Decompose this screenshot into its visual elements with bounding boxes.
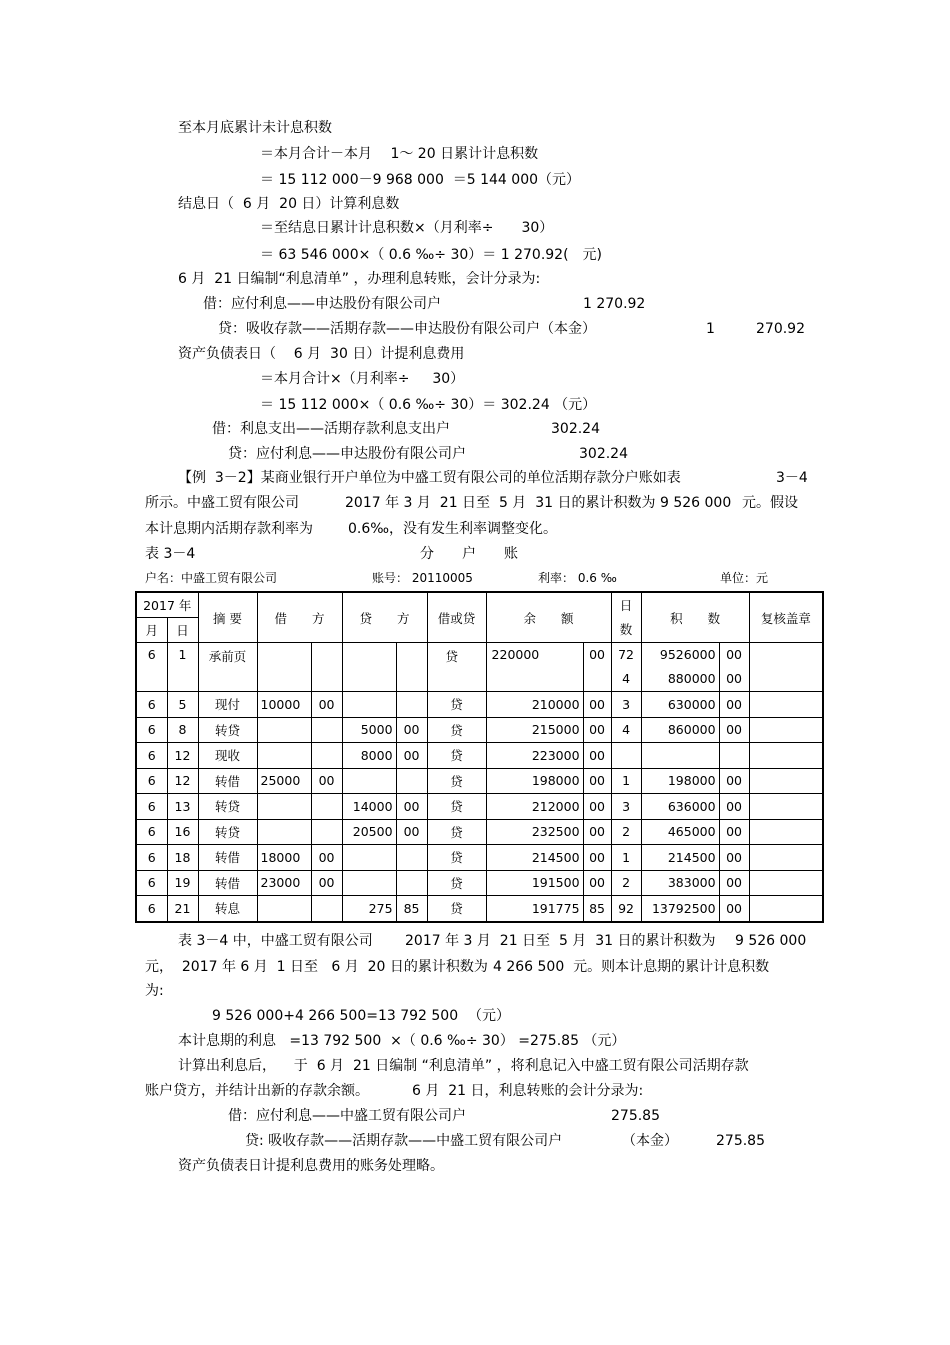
- cell-product-cents: [719, 743, 749, 769]
- cell-credit: [342, 768, 396, 794]
- table-row: [136, 717, 823, 743]
- cell-balance: 232500: [486, 819, 583, 845]
- example-line-3b: 0.6‰，没有发生利率调整变化。: [348, 521, 558, 537]
- cell-check: [749, 692, 823, 718]
- cell-balance-cents: 85: [583, 896, 611, 922]
- table-row: [136, 819, 823, 845]
- cell-debit-cents: [311, 643, 342, 692]
- cell-debit: 18000: [257, 845, 311, 871]
- cell-credit: 5000: [342, 717, 396, 743]
- cell-product: 198000: [641, 768, 719, 794]
- example-line-1-ref: 3－4: [776, 470, 808, 486]
- header-debit: 借 方: [257, 592, 342, 643]
- table-title: 分 户 账: [420, 546, 518, 562]
- example-line-2d: 元。假设: [742, 495, 798, 511]
- cell-product: [641, 743, 719, 769]
- cell-summary: 现收: [198, 743, 257, 769]
- cell-debit: 25000: [257, 768, 311, 794]
- cell-debit: [257, 743, 311, 769]
- cell-credit-cents: [396, 870, 427, 896]
- journal-credit-1-amount-a: 1: [706, 321, 715, 337]
- cell-check: [749, 819, 823, 845]
- cell-product: 214500: [641, 845, 719, 871]
- cell-check: [749, 845, 823, 871]
- cell-credit-cents: [396, 643, 427, 692]
- cell-balance-cents: 00: [583, 692, 611, 718]
- table-row: [136, 896, 823, 922]
- after-line-1c: 9 526 000: [735, 933, 807, 949]
- journal-debit-2-amount: 302.24: [551, 421, 600, 437]
- after-line-2b: 4 266 500 元。则本计息期的累计计息积数: [493, 959, 770, 975]
- table-label: 表 3－4: [145, 546, 196, 562]
- cell-days: 2: [611, 819, 641, 845]
- cell-days-2: 4: [622, 671, 631, 686]
- cell-day: 16: [167, 819, 198, 845]
- text-line-4: 结息日（ 6 月 20 日）计算利息数: [178, 196, 400, 212]
- cell-credit-cents: [396, 768, 427, 794]
- journal-debit-3-amount: 275.85: [611, 1108, 660, 1124]
- cell-days: 4: [611, 717, 641, 743]
- text-line-11: ＝本月合计×（月利率÷ 30）: [260, 371, 465, 387]
- cell-days: 3: [611, 794, 641, 820]
- journal-debit-3: 借：应付利息——中盛工贸有限公司户: [228, 1108, 466, 1124]
- header-product: 积 数: [641, 592, 749, 643]
- text-line-6: ＝ 63 546 000×（ 0.6 ‰÷ 30）＝ 1 270.92( 元): [260, 247, 603, 263]
- cell-day: 21: [167, 896, 198, 922]
- example-line-3a: 本计息期内活期存款利率为: [145, 521, 313, 537]
- cell-days: 1: [611, 845, 641, 871]
- account-number: 账号： 20110005: [372, 571, 473, 585]
- cell-dc: 贷: [427, 845, 486, 871]
- header-check-seal: 复核盖章: [749, 592, 823, 643]
- cell-debit: [257, 794, 311, 820]
- cell-credit: [342, 692, 396, 718]
- cell-balance: 223000: [486, 743, 583, 769]
- cell-dc: 贷: [427, 896, 486, 922]
- cell-credit-cents: [396, 845, 427, 871]
- text-line-1: 至本月底累计未计息积数: [178, 120, 332, 136]
- text-line-10: 资产负债表日（ 6 月 30 日）计提利息费用: [178, 346, 465, 362]
- cell-day: 1: [167, 643, 198, 692]
- cell-summary: 承前页: [198, 643, 257, 692]
- cell-product-cents: 00: [719, 717, 749, 743]
- cell-debit: [257, 896, 311, 922]
- cell-check: [749, 896, 823, 922]
- cell-product-cents: 00: [719, 692, 749, 718]
- cell-balance: 210000: [486, 692, 583, 718]
- cell-balance-cents: 00: [583, 743, 611, 769]
- unit-label: 单位：元: [720, 571, 769, 585]
- journal-credit-2-amount: 302.24: [579, 446, 628, 462]
- journal-debit-2: 借：利息支出——活期存款利息支出户: [212, 421, 450, 437]
- cell-dc: 贷: [427, 643, 486, 692]
- cell-day: 12: [167, 743, 198, 769]
- cell-debit-cents: [311, 717, 342, 743]
- cell-product: 13792500: [641, 896, 719, 922]
- after-line-4b: （元）: [468, 1008, 510, 1024]
- after-line-1a: 表 3－4 中，中盛工贸有限公司: [178, 933, 373, 949]
- cell-credit-cents: 00: [396, 794, 427, 820]
- cell-days: 3: [611, 692, 641, 718]
- cell-month: 6: [136, 896, 167, 922]
- header-month: 月: [136, 618, 167, 643]
- cell-debit-cents: 00: [311, 845, 342, 871]
- cell-days: 92: [611, 896, 641, 922]
- account-name: 户名：中盛工贸有限公司: [145, 571, 278, 585]
- cell-credit-cents: 00: [396, 819, 427, 845]
- cell-summary: 转借: [198, 845, 257, 871]
- cell-check: [749, 743, 823, 769]
- cell-month: 6: [136, 743, 167, 769]
- cell-month: 6: [136, 692, 167, 718]
- cell-balance-cents: 00: [583, 768, 611, 794]
- header-day: 日: [167, 618, 198, 643]
- cell-credit-cents: 00: [396, 743, 427, 769]
- cell-balance: 214500: [486, 845, 583, 871]
- cell-summary: 现付: [198, 692, 257, 718]
- cell-summary: 转借: [198, 768, 257, 794]
- example-line-2c: 9 526 000: [660, 495, 732, 511]
- cell-debit-cents: 00: [311, 692, 342, 718]
- cell-product-cents: 00: [719, 794, 749, 820]
- cell-day: 13: [167, 794, 198, 820]
- journal-debit-1-amount: 1 270.92: [583, 296, 646, 312]
- journal-credit-3: 贷: 吸收存款——活期存款——中盛工贸有限公司户: [245, 1133, 563, 1149]
- cell-product-cents-2: 00: [726, 671, 743, 686]
- after-line-7a: 账户贷方，并结计出新的存款余额。: [145, 1083, 369, 1099]
- example-line-2a: 所示。中盛工贸有限公司: [145, 495, 299, 511]
- text-line-7: 6 月 21 日编制“利息清单” ，办理利息转账，会计分录为:: [178, 271, 541, 287]
- journal-credit-3-note: （本金）: [622, 1133, 678, 1149]
- cell-days: 2: [611, 870, 641, 896]
- cell-credit: [342, 870, 396, 896]
- cell-product: 9526000: [659, 647, 716, 662]
- cell-month: 6: [136, 870, 167, 896]
- cell-check: [749, 643, 823, 692]
- cell-debit-cents: 00: [311, 768, 342, 794]
- cell-days: 1: [611, 768, 641, 794]
- journal-credit-1: 贷：吸收存款——活期存款——申达股份有限公司户（本金）: [218, 321, 596, 337]
- cell-debit: [257, 717, 311, 743]
- cell-credit-cents: 00: [396, 717, 427, 743]
- cell-debit-cents: [311, 743, 342, 769]
- cell-balance: 191775: [486, 896, 583, 922]
- cell-balance: 191500: [486, 870, 583, 896]
- cell-dc: 贷: [427, 819, 486, 845]
- header-days: 日数: [611, 592, 641, 643]
- cell-balance: 212000: [486, 794, 583, 820]
- text-line-5: ＝至结息日累计计息积数×（月利率÷ 30）: [260, 220, 554, 236]
- cell-product-cents: 00: [719, 896, 749, 922]
- cell-credit-cents: 85: [396, 896, 427, 922]
- cell-product: 465000: [641, 819, 719, 845]
- table-row: [136, 743, 823, 769]
- cell-product: 630000: [641, 692, 719, 718]
- cell-days: [611, 743, 641, 769]
- cell-summary: 转贷: [198, 819, 257, 845]
- example-line-1: 【例 3－2】某商业银行开户单位为中盛工贸有限公司的单位活期存款分户账如表: [178, 470, 681, 486]
- after-line-1b: 2017 年 3 月 21 日至 5 月 31 日的累计积数为: [405, 933, 716, 949]
- table-row: [136, 692, 823, 718]
- cell-credit-cents: [396, 692, 427, 718]
- after-line-10: 资产负债表日计提利息费用的账务处理略。: [178, 1158, 444, 1174]
- header-credit: 贷 方: [342, 592, 427, 643]
- cell-product-cents: 00: [719, 768, 749, 794]
- cell-dc: 贷: [427, 743, 486, 769]
- cell-credit: 8000: [342, 743, 396, 769]
- cell-summary: 转借: [198, 870, 257, 896]
- journal-debit-1: 借：应付利息——申达股份有限公司户: [203, 296, 441, 312]
- cell-dc: 贷: [427, 717, 486, 743]
- cell-balance-cents: 00: [583, 794, 611, 820]
- cell-check: [749, 768, 823, 794]
- text-line-2: ＝本月合计－本月 1～ 20 日累计计息积数: [260, 146, 539, 162]
- header-year: 2017 年: [136, 592, 198, 618]
- header-debit-or-credit: 借或贷: [427, 592, 486, 643]
- cell-product-cents: 00: [726, 647, 743, 662]
- cell-credit: 275: [342, 896, 396, 922]
- cell-check: [749, 794, 823, 820]
- cell-dc: 贷: [427, 692, 486, 718]
- cell-debit: [257, 643, 311, 692]
- cell-days: 72: [618, 647, 635, 662]
- text-line-12: ＝ 15 112 000×（ 0.6 ‰÷ 30）＝ 302.24 （元）: [260, 397, 597, 413]
- cell-month: 6: [136, 794, 167, 820]
- table-row: [136, 768, 823, 794]
- text-line-3: ＝ 15 112 000－9 968 000 ＝5 144 000（元）: [260, 172, 581, 188]
- cell-debit: [257, 819, 311, 845]
- cell-summary: 转贷: [198, 794, 257, 820]
- cell-product: 636000: [641, 794, 719, 820]
- cell-debit: 23000: [257, 870, 311, 896]
- table-row: [136, 794, 823, 820]
- after-line-7b: 6 月 21 日，利息转账的会计分录为:: [412, 1083, 644, 1099]
- cell-day: 8: [167, 717, 198, 743]
- cell-product: 383000: [641, 870, 719, 896]
- cell-day: 18: [167, 845, 198, 871]
- cell-dc: 贷: [427, 768, 486, 794]
- table-row: [136, 870, 823, 896]
- header-summary: 摘 要: [198, 592, 257, 643]
- cell-product-2: 880000: [667, 671, 716, 686]
- cell-check: [749, 870, 823, 896]
- after-line-5: 本计息期的利息 =13 792 500 ×（ 0.6 ‰÷ 30） =275.85 （元）: [178, 1033, 626, 1049]
- after-line-4a: 9 526 000+4 266 500=13 792 500: [212, 1008, 459, 1024]
- journal-credit-2: 贷：应付利息——申达股份有限公司户: [228, 446, 466, 462]
- after-line-6: 计算出利息后， 于 6 月 21 日编制 “利息清单” ，将利息记入中盛工贸有限公司活期存款: [178, 1058, 749, 1074]
- cell-balance: 220000: [486, 643, 583, 692]
- cell-debit: 10000: [257, 692, 311, 718]
- cell-day: 12: [167, 768, 198, 794]
- interest-rate: 利率： 0.6 ‰: [538, 571, 617, 585]
- cell-day: 5: [167, 692, 198, 718]
- cell-month: 6: [136, 768, 167, 794]
- cell-balance-cents: 00: [583, 845, 611, 871]
- cell-balance: 198000: [486, 768, 583, 794]
- example-line-2b: 2017 年 3 月 21 日至 5 月 31 日的累计积数为: [345, 495, 656, 511]
- cell-dc: 贷: [427, 870, 486, 896]
- header-balance: 余 额: [486, 592, 611, 643]
- cell-check: [749, 717, 823, 743]
- cell-balance: 215000: [486, 717, 583, 743]
- cell-dc: 贷: [427, 794, 486, 820]
- cell-debit-cents: [311, 794, 342, 820]
- table-row: [136, 845, 823, 871]
- cell-debit-cents: 00: [311, 870, 342, 896]
- cell-summary: 转贷: [198, 717, 257, 743]
- cell-balance-cents: 00: [583, 643, 611, 692]
- cell-debit-cents: [311, 819, 342, 845]
- cell-month: 6: [136, 845, 167, 871]
- after-line-3: 为:: [145, 983, 164, 999]
- cell-balance-cents: 00: [583, 717, 611, 743]
- cell-product-cents: 00: [719, 870, 749, 896]
- after-line-2a: 元， 2017 年 6 月 1 日至 6 月 20 日的累计积数为: [145, 959, 488, 975]
- cell-summary: 转息: [198, 896, 257, 922]
- cell-day: 19: [167, 870, 198, 896]
- cell-month: 6: [136, 819, 167, 845]
- cell-credit: 14000: [342, 794, 396, 820]
- cell-product-cents: 00: [719, 819, 749, 845]
- cell-debit-cents: [311, 896, 342, 922]
- cell-product: 860000: [641, 717, 719, 743]
- cell-balance-cents: 00: [583, 819, 611, 845]
- ledger-table: [135, 591, 824, 923]
- journal-credit-1-amount-b: 270.92: [756, 321, 805, 337]
- journal-credit-3-amount: 275.85: [716, 1133, 765, 1149]
- cell-product-cents: 00: [719, 845, 749, 871]
- cell-credit: 20500: [342, 819, 396, 845]
- cell-month: 6: [136, 717, 167, 743]
- cell-balance-cents: 00: [583, 870, 611, 896]
- cell-month: 6: [136, 643, 167, 692]
- cell-credit: [342, 845, 396, 871]
- cell-credit: [342, 643, 396, 692]
